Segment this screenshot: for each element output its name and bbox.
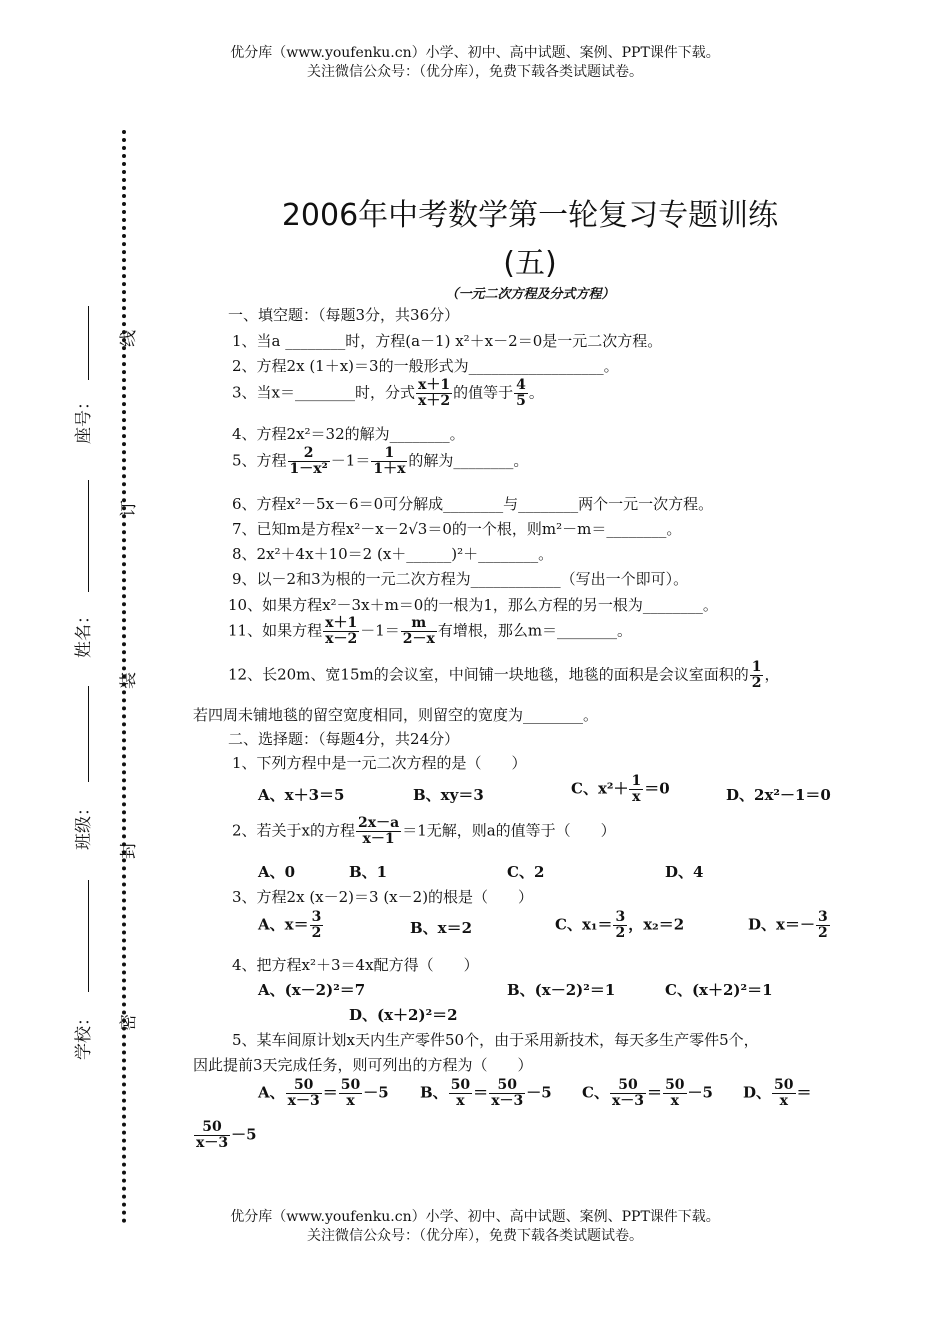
s1-question-7: 7、已知m是方程x²－x－2√3＝0的一个根，则m²－m＝________。 xyxy=(232,520,682,538)
s1-question-9: 9、以－2和3为根的一元二次方程为____________（写出一个即可）。 xyxy=(232,570,689,588)
q2-num: 2x－a xyxy=(358,815,400,831)
q5a-f2-den: x xyxy=(339,1093,362,1109)
q5b-label: B、 xyxy=(420,1083,448,1102)
q3c-text-b: ，x₂＝2 xyxy=(628,915,685,934)
q5c-minus: －5 xyxy=(687,1083,713,1102)
page-subtitle: （一元二次方程及分式方程） xyxy=(445,287,615,302)
footer-line-2: 关注微信公众号：（优分库），免费下载各类试题试卷。 xyxy=(307,1228,643,1244)
q5a-label: A、 xyxy=(258,1083,285,1102)
q5c-fraction-2 xyxy=(663,1078,686,1109)
q5-fraction-2 xyxy=(371,446,407,477)
q5c-label: C、 xyxy=(582,1083,609,1102)
school-field[interactable] xyxy=(88,880,89,992)
s1-question-5 xyxy=(232,446,528,477)
q5b-minus: －5 xyxy=(526,1083,552,1102)
q1c-text-b: ＝0 xyxy=(644,779,670,798)
s1-question-2: 2、方程2x (1＋x)＝3的一般形式为__________________。 xyxy=(232,357,619,375)
name-field[interactable] xyxy=(88,480,89,592)
q5d-label: D、 xyxy=(743,1083,772,1102)
q5-f1-num: 2 xyxy=(303,445,314,461)
q3d-fraction xyxy=(816,910,830,941)
q5b-f1-num: 50 xyxy=(450,1077,471,1093)
q11-f2-den: 2－x xyxy=(402,631,435,647)
q5b-fraction-2 xyxy=(489,1078,525,1109)
q5b-f2-num: 50 xyxy=(497,1077,517,1093)
s2-q2-option-d[interactable]: D、4 xyxy=(665,863,704,881)
q5b-f1-den: x xyxy=(449,1093,472,1109)
s2-q3-option-a[interactable] xyxy=(258,910,324,941)
q5a-f1-num: 50 xyxy=(293,1077,314,1093)
q12-f-num: 1 xyxy=(751,659,762,675)
q1c-den: x xyxy=(629,789,643,805)
q5b-fraction-1 xyxy=(449,1078,472,1109)
s2-question-1: 1、下列方程中是一元二次方程的是（ ） xyxy=(232,754,527,772)
q5c-eq: ＝ xyxy=(647,1083,663,1102)
q2-text-b: ＝1无解，则a的值等于（ ） xyxy=(402,821,616,840)
q5c-f1-num: 50 xyxy=(618,1077,638,1093)
q5-f2-den: 1＋x xyxy=(373,461,406,477)
q2-text-a: 2、若关于x的方程 xyxy=(232,821,356,840)
q11-text-c: 有增根，那么m＝________。 xyxy=(437,621,633,640)
q5d-eq: ＝ xyxy=(796,1083,812,1102)
s2-q5-option-b[interactable] xyxy=(420,1078,552,1109)
s2-q1-option-c[interactable] xyxy=(571,774,670,805)
q2-den: x－1 xyxy=(356,831,401,847)
q3c-fraction xyxy=(613,910,627,941)
q11-f1-num: x＋1 xyxy=(325,615,358,631)
q5b-f2-den: x－3 xyxy=(491,1093,524,1109)
s2-question-5-line1: 5、某车间原计划x天内生产零件50个，由于采用新技术，每天多生产零件5个， xyxy=(232,1031,759,1049)
q3-f2-den: 5 xyxy=(516,393,526,409)
q12-fraction xyxy=(750,660,764,691)
q3-f2-num: 4 xyxy=(516,377,526,393)
s2-q1-option-b[interactable]: B、xy＝3 xyxy=(413,786,484,804)
class-field[interactable] xyxy=(88,686,89,782)
seal-char-feng: 封 xyxy=(119,842,139,859)
q1c-num: 1 xyxy=(631,773,642,789)
s1-question-12-line2: 若四周未铺地毯的留空宽度相同，则留空的宽度为________。 xyxy=(193,706,599,724)
school-label: 学校： xyxy=(74,1009,94,1060)
q3c-text-a: C、x₁＝ xyxy=(555,915,613,934)
s2-q4-option-a[interactable]: A、(x－2)²＝7 xyxy=(258,981,366,999)
q5a-f1-den: x－3 xyxy=(287,1093,320,1109)
section2-heading: 二、选择题：（每题4分，共24分） xyxy=(228,730,460,748)
q3-f1-den: x＋2 xyxy=(418,393,451,409)
s1-question-6: 6、方程x²－5x－6＝0可分解成________与________两个一元一次方程。 xyxy=(232,495,714,513)
q5d-f1-den: x xyxy=(772,1093,795,1109)
q3-fraction-2 xyxy=(514,378,528,409)
q5d-minus: －5 xyxy=(231,1125,257,1144)
q5d-fraction-1 xyxy=(772,1078,795,1109)
header-line-2: 关注微信公众号：（优分库），免费下载各类试题试卷。 xyxy=(307,64,643,80)
s2-q4-option-d[interactable]: D、(x＋2)²＝2 xyxy=(349,1006,458,1024)
q5c-f2-den: x xyxy=(663,1093,686,1109)
q5a-fraction-1 xyxy=(286,1078,322,1109)
q5a-f2-num: 50 xyxy=(340,1077,361,1093)
s2-q5-option-d-cont xyxy=(193,1120,257,1151)
q3-text-c: 。 xyxy=(528,383,544,402)
q1c-text-a: C、x²＋ xyxy=(571,779,629,798)
q5d-fraction-2 xyxy=(194,1120,230,1151)
q5d-f2-den: x－3 xyxy=(196,1135,229,1151)
q5c-fraction-1 xyxy=(610,1078,646,1109)
s1-question-11 xyxy=(228,616,632,647)
class-label: 班级： xyxy=(74,799,94,850)
q1c-fraction xyxy=(629,774,643,805)
s2-q3-option-d[interactable] xyxy=(748,910,831,941)
q5c-f1-den: x－3 xyxy=(611,1093,645,1109)
s1-question-12 xyxy=(228,660,779,691)
seal-char-mi: 密 xyxy=(119,1014,139,1031)
s1-question-8: 8、2x²＋4x＋10＝2 (x＋______)²＋________。 xyxy=(232,545,554,563)
s2-question-3: 3、方程2x (x－2)＝3 (x－2)的根是（ ） xyxy=(232,888,534,906)
s2-q5-option-c[interactable] xyxy=(582,1078,713,1109)
q3a-text: A、x＝ xyxy=(258,915,309,934)
q11-f1-den: x－2 xyxy=(325,631,358,647)
s2-question-2 xyxy=(232,816,616,847)
s2-q4-option-c[interactable]: C、(x＋2)²＝1 xyxy=(665,981,773,999)
q3d-num: 3 xyxy=(817,909,828,925)
s2-q5-option-a[interactable] xyxy=(258,1078,389,1109)
s2-q1-option-d[interactable]: D、2x²－1＝0 xyxy=(726,786,831,804)
q11-text-b: －1＝ xyxy=(360,621,400,640)
seal-char-zhuang: 装 xyxy=(119,672,139,689)
seal-char-ding: 订 xyxy=(119,500,139,517)
q2-fraction xyxy=(356,816,401,847)
q3a-fraction xyxy=(310,910,324,941)
name-label: 姓名： xyxy=(74,607,94,658)
q5a-minus: －5 xyxy=(363,1083,389,1102)
header-line-1: 优分库（www.youfenku.cn）小学、初中、高中试题、案例、PPT课件下载。 xyxy=(230,45,720,61)
q3c-num: 3 xyxy=(615,909,626,925)
q5b-eq: ＝ xyxy=(473,1083,489,1102)
q11-fraction-1 xyxy=(323,616,359,647)
footer-line-1: 优分库（www.youfenku.cn）小学、初中、高中试题、案例、PPT课件下载。 xyxy=(230,1209,720,1225)
q3a-den: 2 xyxy=(311,925,322,941)
s2-q1-option-a[interactable]: A、x＋3＝5 xyxy=(258,786,345,804)
s2-question-4: 4、把方程x²＋3＝4x配方得（ ） xyxy=(232,956,479,974)
q11-fraction-2 xyxy=(401,616,437,647)
seat-label: 座号： xyxy=(74,393,94,444)
s2-q5-option-d[interactable] xyxy=(743,1078,812,1109)
page-header xyxy=(0,44,950,82)
s2-q2-option-c[interactable]: C、2 xyxy=(507,863,545,881)
q3c-den: 2 xyxy=(615,925,626,941)
q5-fraction-1 xyxy=(288,446,330,477)
q3-f1-num: x＋1 xyxy=(418,377,451,393)
q5-text-c: 的解为________。 xyxy=(408,451,529,470)
q11-f2-num: m xyxy=(411,615,427,631)
s2-q4-option-b[interactable]: B、(x－2)²＝1 xyxy=(507,981,616,999)
s1-question-10: 10、如果方程x²－3x＋m＝0的一根为1，那么方程的另一根为________。 xyxy=(228,596,718,614)
section1-heading: 一、填空题：（每题3分，共36分） xyxy=(228,306,460,324)
q3a-num: 3 xyxy=(311,909,322,925)
q12-f-den: 2 xyxy=(751,675,762,691)
q5d-f1-num: 50 xyxy=(774,1077,794,1093)
page-title-part: (五) xyxy=(503,246,557,281)
s1-question-3 xyxy=(232,378,544,409)
q5-text-b: －1＝ xyxy=(330,451,371,470)
s2-q3-option-b[interactable]: B、x＝2 xyxy=(410,919,473,937)
q5-f2-num: 1 xyxy=(384,445,395,461)
q12-text-a: 12、长20m、宽15m的会议室，中间铺一块地毯，地毯的面积是会议室面积的 xyxy=(228,665,749,684)
q11-text-a: 11、如果方程 xyxy=(228,621,323,640)
q5a-eq: ＝ xyxy=(322,1083,338,1102)
q3-fraction-1 xyxy=(416,378,452,409)
q3-text-a: 3、当x＝________时，分式 xyxy=(232,383,416,402)
seal-char-xian: 线 xyxy=(119,330,139,347)
s1-question-1: 1、当a ________时，方程(a－1) x²＋x－2＝0是一元二次方程。 xyxy=(232,332,663,350)
q3d-den: 2 xyxy=(817,925,828,941)
s2-q3-option-c[interactable] xyxy=(555,910,684,941)
q5a-fraction-2 xyxy=(339,1078,362,1109)
q3d-text: D、x＝－ xyxy=(748,915,815,934)
q5-f1-den: 1－x² xyxy=(289,461,328,477)
page-title: 2006年中考数学第一轮复习专题训练 xyxy=(281,198,779,233)
s2-q2-option-a[interactable]: A、0 xyxy=(258,863,296,881)
q5d-f2-num: 50 xyxy=(202,1119,222,1135)
s2-question-5-line2: 因此提前3天完成任务，则可列出的方程为（ ） xyxy=(193,1056,533,1074)
q12-text-b: ， xyxy=(764,665,780,684)
seat-field[interactable] xyxy=(88,306,89,380)
q3-text-b: 的值等于 xyxy=(453,383,514,402)
q5c-f2-num: 50 xyxy=(665,1077,685,1093)
s1-question-4: 4、方程2x²＝32的解为________。 xyxy=(232,425,465,443)
page-footer xyxy=(0,1208,950,1246)
q5-text-a: 5、方程 xyxy=(232,451,287,470)
s2-q2-option-b[interactable]: B、1 xyxy=(349,863,388,881)
